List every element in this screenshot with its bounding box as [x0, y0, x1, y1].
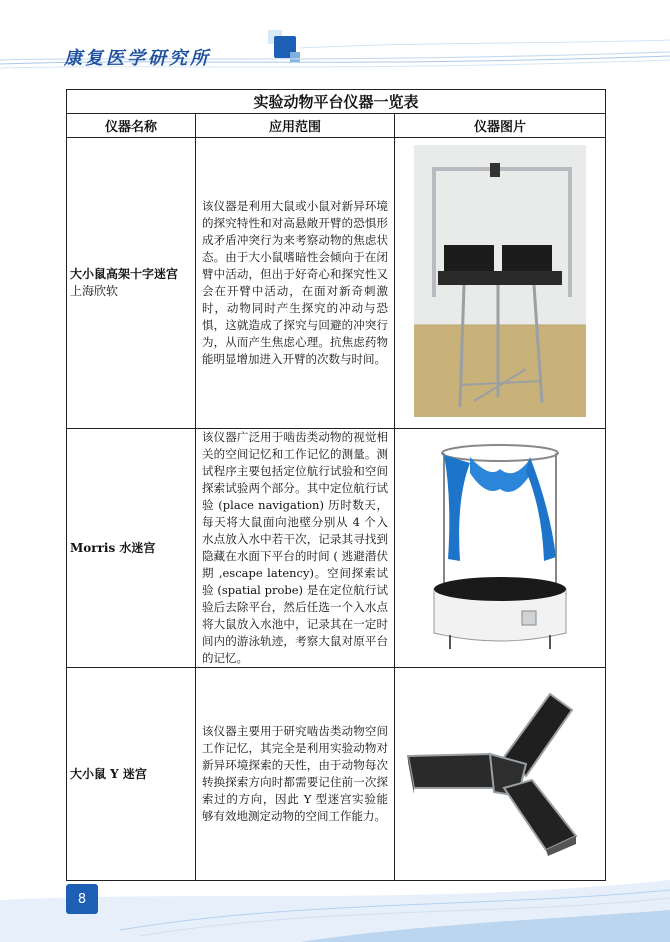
- instrument-description: 该仪器广泛用于啮齿类动物的视觉相关的空间记忆和工作记忆的测量。测试程序主要包括定位航行试验和空间探索试验两个部分。其中定位航行试验 (place navigation) 历时数天，每天将大鼠面向池壁分别从 4 个入水点放入水中若干次，记录其寻找到隐藏在水面下平台的时间 ( 逃避潜伏期 ,escape latency)。空间探索试验 (spatial probe) 是在定位航行试验后去除平台，然后任选一个入水点将大鼠放入水池中，记录其在一定时间内的游泳轨迹，考察大鼠对原平台的记忆。: [196, 429, 395, 668]
- page-number: 8: [66, 884, 98, 914]
- instrument-image-cell: [395, 429, 606, 668]
- instrument-image-cell: [395, 668, 606, 881]
- morris-water-maze-photo: [430, 439, 570, 653]
- instrument-name-cell: [67, 429, 196, 668]
- instrument-maker: 上海欣软: [70, 284, 119, 298]
- instrument-description: 该仪器主要用于研究啮齿类动物空间工作记忆，其完全是利用实验动物对新异环境探索的天性，由于动物每次转换探索方向时都需要记住前一次探索过的方向，因此 Y 型迷宫实验能够有效地测定动物的空间工作能力。: [196, 668, 395, 881]
- column-header-scope: 应用范围: [196, 114, 395, 138]
- footer-decoration: [0, 860, 670, 942]
- table-row: [67, 429, 606, 668]
- instrument-name: 大小鼠高架十字迷宫: [70, 267, 179, 281]
- y-maze-photo: [400, 684, 600, 860]
- table-row: [67, 668, 606, 881]
- table-title: 实验动物平台仪器一览表: [67, 90, 606, 114]
- elevated-plus-maze-photo: [414, 145, 586, 417]
- table-row: [67, 138, 606, 429]
- column-header-name: 仪器名称: [67, 114, 196, 138]
- column-header-image: 仪器图片: [395, 114, 606, 138]
- page-header: [0, 0, 670, 80]
- instrument-description: 该仪器是利用大鼠或小鼠对新异环境的探究特性和对高悬敞开臂的恐惧形成矛盾冲突行为来考察动物的焦虑状态。由于大小鼠嗜暗性会倾向于在闭臂中活动，但出于好奇心和探究性又会在开臂中活动，在面对新奇刺激时，动物同时产生探究的冲动与恐惧，这就造成了探究与回避的冲突行为，从而产生焦虑心理。抗焦虑药物能明显增加进入开臂的次数与时间。: [196, 138, 395, 429]
- instrument-name: Morris 水迷宫: [70, 540, 156, 555]
- header-title: 康复医学研究所: [64, 48, 211, 69]
- instrument-name-cell: [67, 138, 196, 429]
- instrument-image-cell: [395, 138, 606, 429]
- instrument-name: 大小鼠 Y 迷宫: [70, 766, 147, 781]
- instrument-table: [66, 89, 606, 881]
- instrument-name-cell: [67, 668, 196, 881]
